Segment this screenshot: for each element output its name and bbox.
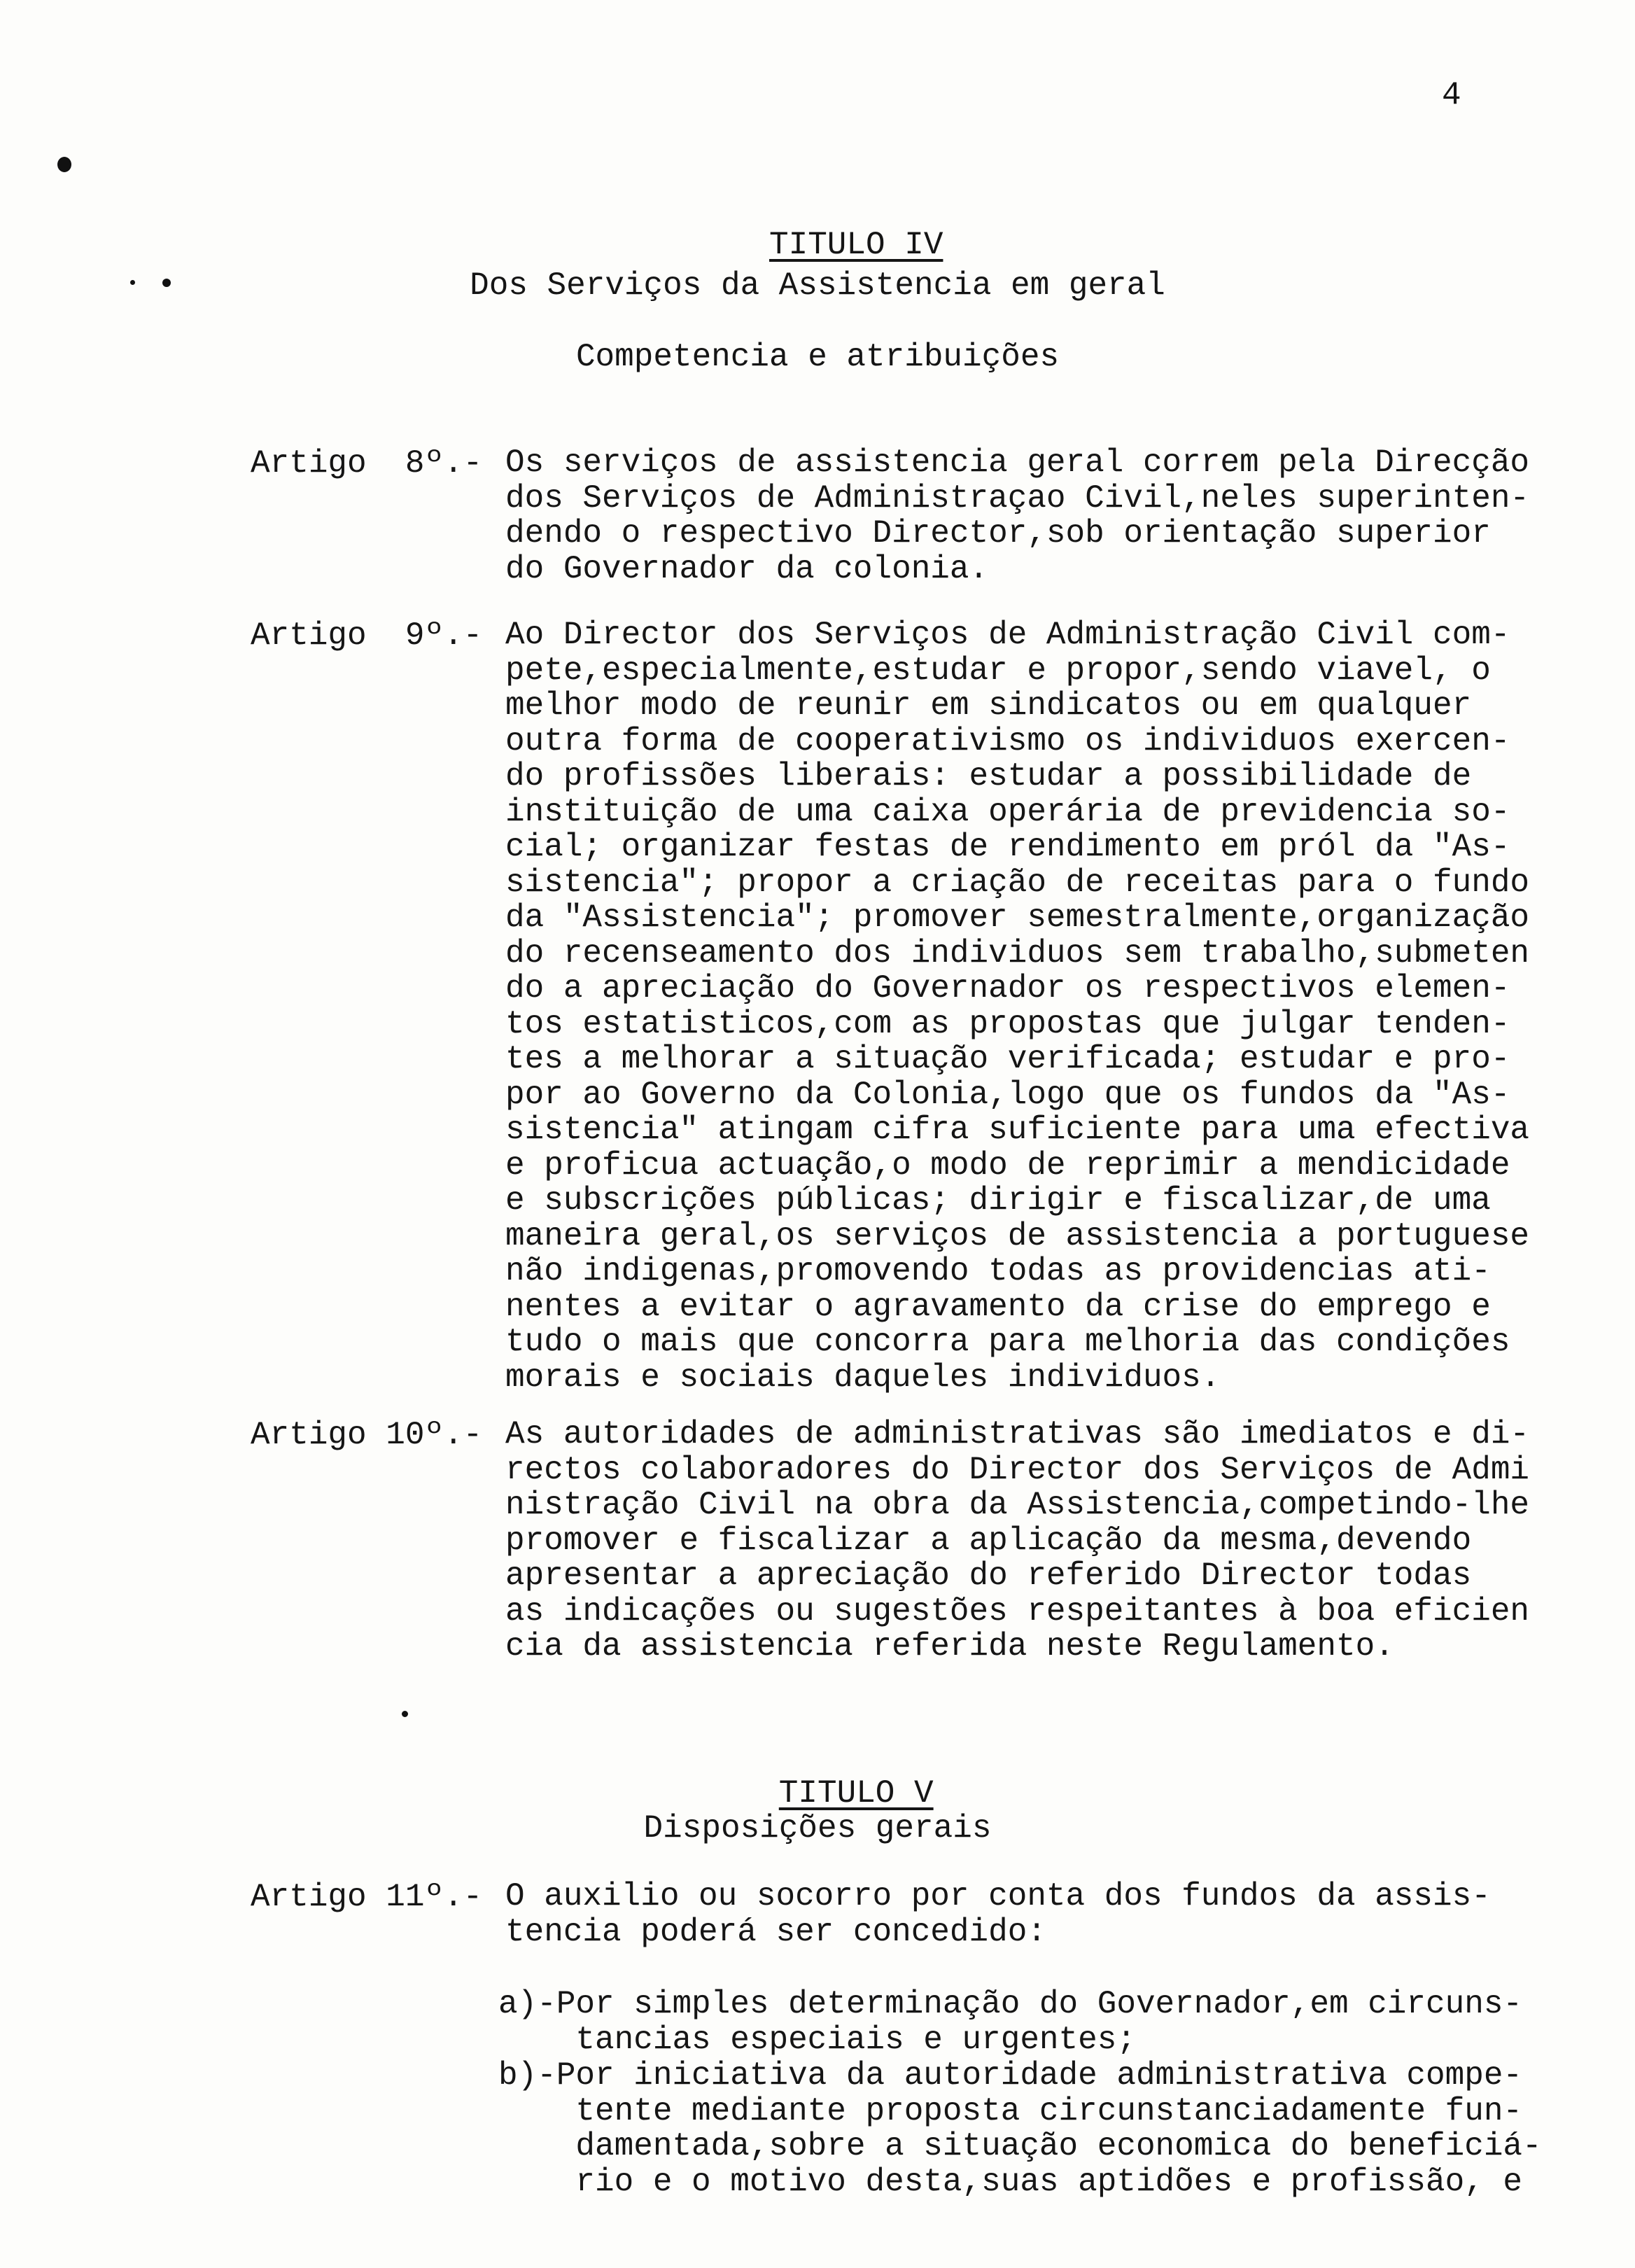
article-line: outra forma de cooperativismo os individuos exercen-	[505, 722, 1510, 760]
section-title-iv-text: TITULO IV	[769, 227, 943, 263]
article-line: as indicações ou sugestões respeitantes à boa eficien	[505, 1592, 1530, 1630]
scan-speck	[402, 1711, 408, 1717]
article-line: rectos colaboradores do Director dos Serviços de Admi	[505, 1451, 1530, 1488]
article-11-item-b	[498, 2058, 1604, 2199]
article-line: do profissões liberais: estudar a possibilidade de	[505, 758, 1472, 794]
article-line: As autoridades de administrativas são imediatos e di-	[505, 1416, 1530, 1452]
article-line: e subscrições públicas; dirigir e fiscalizar,de uma	[505, 1182, 1491, 1219]
article-line: do Governador da colonia.	[505, 550, 989, 587]
article-10-label: Artigo 10º.-	[251, 1417, 483, 1453]
article-line: por ao Governo da Colonia,logo que os fundos da "As-	[505, 1076, 1510, 1113]
article-line: instituição de uma caixa operária de previdencia so-	[505, 793, 1510, 830]
article-8-body	[505, 445, 1611, 587]
article-line: nentes a evitar o agravamento da crise do emprego e	[505, 1288, 1491, 1325]
article-line: cia da assistencia referida neste Regulamento.	[505, 1628, 1394, 1665]
scan-speck	[57, 157, 71, 172]
article-line: promover e fiscalizar a aplicação da mesma,devendo	[505, 1522, 1472, 1559]
article-9-body	[505, 617, 1611, 1395]
article-line: sistencia" atingam cifra suficiente para uma efectiva	[505, 1112, 1530, 1148]
section-subtitle-1: Dos Serviços da Assistencia em geral	[470, 267, 1165, 304]
article-line: melhor modo de reunir em sindicatos ou em qualquer	[505, 687, 1472, 724]
section-subtitle-v: Disposições gerais	[643, 1810, 992, 1847]
item-line: tente mediante proposta circunstanciadamente fun-	[498, 2092, 1523, 2129]
article-line: do a apreciação do Governador os respectivos elemen-	[505, 970, 1510, 1007]
article-line: nistração Civil na obra da Assistencia,competindo-lhe	[505, 1487, 1530, 1523]
article-line: dos Serviços de Administraçao Civil,neles superinten-	[505, 479, 1530, 517]
item-line: damentada,sobre a situação economica do beneficiá-	[498, 2128, 1542, 2164]
article-line: cial; organizar festas de rendimento em pról da "As-	[505, 829, 1510, 865]
article-line: morais e sociais daqueles individuos.	[505, 1359, 1221, 1396]
section-subtitle-2: Competencia e atribuições	[575, 339, 1060, 375]
article-line: e proficua actuação,o modo de reprimir a mendicidade	[505, 1147, 1510, 1184]
article-line: maneira geral,os serviços de assistencia a portuguese	[505, 1217, 1530, 1254]
article-10-body	[505, 1417, 1611, 1665]
item-line: tancias especiais e urgentes;	[498, 2021, 1136, 2058]
item-line: a)-Por simples determinação do Governador,em circuns-	[498, 1986, 1523, 2022]
article-line: do recenseamento dos individuos sem trabalho,submeten	[505, 934, 1530, 972]
item-line: rio e o motivo desta,suas aptidões e profissão, e	[498, 2163, 1523, 2200]
article-8-label: Artigo 8º.-	[251, 445, 483, 482]
article-9-label: Artigo 9º.-	[251, 617, 483, 654]
article-line: Os serviços de assistencia geral correm pela Direcção	[505, 444, 1530, 481]
item-line: b)-Por iniciativa da autoridade administrativa compe-	[498, 2057, 1523, 2094]
article-11-label: Artigo 11º.-	[251, 1879, 483, 1915]
article-line: Ao Director dos Serviços de Administração Civil com-	[505, 617, 1510, 653]
article-line: pete,especialmente,estudar e propor,sendo viavel, o	[505, 652, 1491, 689]
article-line: tudo o mais que concorra para melhoria das condições	[505, 1324, 1510, 1360]
article-line: sistencia"; propor a criação de receitas para o fundo	[505, 864, 1530, 901]
article-11-item-a	[498, 1987, 1604, 2057]
section-title-v-text: TITULO V	[778, 1775, 934, 1812]
article-line: dendo o respectivo Director,sob orientação superior	[505, 515, 1491, 552]
article-line: apresentar a apreciação do referido Director todas	[505, 1558, 1472, 1594]
article-line: da "Assistencia"; promover semestralmente,organização	[505, 899, 1530, 936]
page-number: 4	[1442, 77, 1461, 113]
article-line: não indigenas,promovendo todas as providencias ati-	[505, 1253, 1491, 1289]
article-line: tencia poderá ser concedido:	[505, 1913, 1046, 1950]
article-line: O auxilio ou socorro por conta dos fundos da assis-	[505, 1878, 1491, 1914]
article-line: tos estatisticos,com as propostas que julgar tenden-	[505, 1005, 1510, 1042]
article-line: tes a melhorar a situação verificada; estudar e pro-	[505, 1041, 1510, 1077]
article-11-body	[505, 1879, 1611, 1949]
